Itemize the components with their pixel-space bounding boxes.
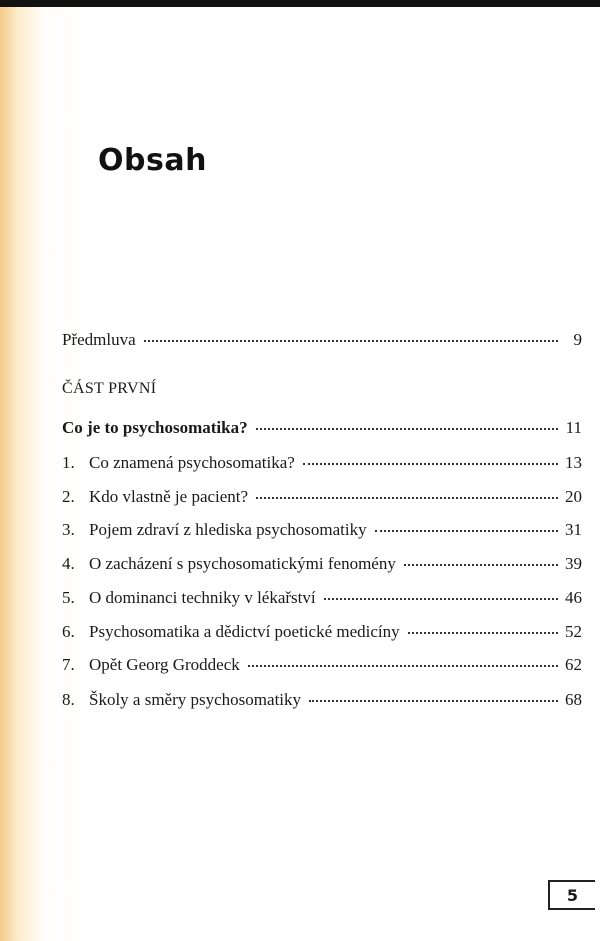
toc-entry-page: 46 xyxy=(565,588,582,607)
dot-leader xyxy=(309,699,558,702)
toc-entry-preface xyxy=(62,328,582,352)
dot-leader xyxy=(324,597,558,600)
toc-entry-page: 31 xyxy=(565,520,582,539)
dot-leader xyxy=(375,529,558,532)
page-top-edge xyxy=(0,0,600,7)
chapter-number: 4. xyxy=(62,554,75,573)
chapter-number: 1. xyxy=(62,453,75,472)
dot-leader xyxy=(303,462,558,465)
toc-entry-label: Školy a směry psychosomatiky xyxy=(89,690,302,709)
toc-entry-page: 9 xyxy=(573,330,582,349)
toc-entry-page: 13 xyxy=(565,453,582,472)
toc-entry-label: Opět Georg Groddeck xyxy=(89,655,240,674)
page-number-box xyxy=(548,880,595,910)
toc-entry-page: 62 xyxy=(565,655,582,674)
toc-entry-page: 11 xyxy=(565,418,582,437)
chapter-number: 2. xyxy=(62,487,75,506)
toc-entry-chapter-2 xyxy=(62,485,582,509)
toc-entry-page: 68 xyxy=(565,690,582,709)
dot-leader xyxy=(144,339,558,342)
toc-entry-label: O zacházení s psychosomatickými fenomény xyxy=(89,554,396,573)
toc-entry-chapter-3 xyxy=(62,518,582,542)
dot-leader xyxy=(408,631,558,634)
toc-entry-label: Co je to psychosomatika? xyxy=(62,418,248,437)
toc-entry-chapter-6 xyxy=(62,620,582,644)
toc-entry-label: Co znamená psychosomatika? xyxy=(89,453,295,472)
toc-entry-label: Psychosomatika a dědictví poetické medicíny xyxy=(89,622,400,641)
dot-leader xyxy=(404,563,558,566)
part-heading: ČÁST PRVNÍ xyxy=(62,380,157,397)
dot-leader xyxy=(248,664,558,667)
toc-entry-chapter-4 xyxy=(62,552,582,576)
chapter-number: 6. xyxy=(62,622,75,641)
toc-entry-chapter-5 xyxy=(62,586,582,610)
toc-entry-chapter-1 xyxy=(62,451,582,475)
toc-entry-page: 52 xyxy=(565,622,582,641)
toc-entry-chapter-8 xyxy=(62,688,582,712)
chapter-number: 8. xyxy=(62,690,75,709)
toc-entry-section xyxy=(62,416,582,440)
toc-entry-label: Předmluva xyxy=(62,330,136,349)
chapter-number: 7. xyxy=(62,655,75,674)
toc-entry-chapter-7 xyxy=(62,653,582,677)
toc-entry-page: 20 xyxy=(565,487,582,506)
toc-entry-label: Kdo vlastně je pacient? xyxy=(89,487,249,506)
toc-entry-label: O dominanci techniky v lékařství xyxy=(89,588,316,607)
page-title: Obsah xyxy=(98,143,207,178)
toc-entry-page: 39 xyxy=(565,554,582,573)
dot-leader xyxy=(256,496,558,499)
dot-leader xyxy=(256,427,558,430)
chapter-number: 3. xyxy=(62,520,75,539)
page-number: 5 xyxy=(566,885,579,905)
chapter-number: 5. xyxy=(62,588,75,607)
toc-entry-label: Pojem zdraví z hlediska psychosomatiky xyxy=(89,520,367,539)
